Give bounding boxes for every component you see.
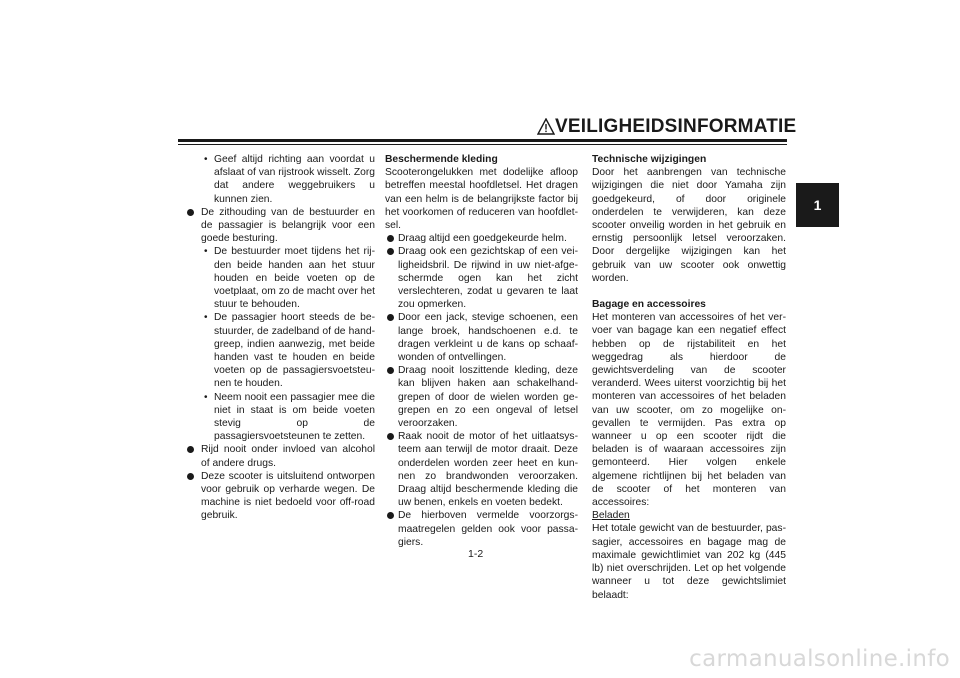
column-1 [201,153,375,523]
list-item: Deze scooter is uitsluitend ontworpen voor gebruik op verharde wegen. De machine is niet bedoeld voor off-road gebruik. [201,470,375,523]
warning-triangle-icon [537,118,555,136]
section-paragraph: Door het aanbrengen van technische wijzigingen die niet door Yamaha zijn goedgekeurd, of door originele onderdelen te verwijderen, kan deze scooter onveilig worden in het gebruik en ernstig persoonlijk letsel veroorzaken. Door dergelijke wijzigingen kan het gebruik van uw scooter ook onwettig worden. [592,167,786,284]
list-item: Draag altijd een goedgekeurde helm. [385,232,578,245]
list-item: De zithouding van de bestuurder en de passagier is belangrijk voor een goede besturing. [201,206,375,246]
subheading: Beladen [592,510,630,522]
section-heading: Beschermende kleding [385,154,498,165]
bullet-dot-icon [187,473,194,480]
list-item: • De passagier hoort steeds de bestuurder, de zadelband of de handgreep, indien aanwezig, met beide handen vast te houden en beide voeten op de passagiersvoetsteunen te houden. [204,312,375,390]
bullet-dot-icon [387,367,394,374]
page-number: 1-2 [468,548,484,560]
header-rule [178,139,787,142]
bullet-dot-icon [387,235,394,242]
list-item: Door een jack, stevige schoenen, een lange broek, handschoenen e.d. te dragen verkleint u de kans op schaafwonden of ontvellingen. [385,311,578,364]
list-item: • De bestuurder moet tijdens het rijden beide handen aan het stuur houden en beide voeten op de voetplaat, om zo de macht over het stuur te behouden. [204,246,375,311]
list-item: Draag ook een gezichtskap of een veiligheidsbril. De rijwind in uw niet-afgeschermde ogen kan het zicht verslechteren, zodat u gevaren te laat zou opmerken. [385,245,578,311]
bullet-dot-icon [187,446,194,453]
section-heading: Bagage en accessoires [592,299,706,311]
header-rule-thin [178,144,787,145]
column-3 [592,153,786,602]
section-paragraph: Het monteren van accessoires of het vervoer van bagage kan een negatief effect hebben op de rijstabiliteit en het weggedrag als hierdoor de gewichtsverdeling van de scooter veranderd. Wees uiterst voorzichtig bij het monteren van accessoires of het beladen van uw scooter, om zo mogelijke ongevallen te vermijden. Pas extra op wanneer u op een scooter rijdt die beladen is of waaraan accessoires zijn gemonteerd. Hier volgen enkele algemene richtlijnen bij het beladen van de scooter of het monteren van accessoires: [592,312,786,509]
list-item: Raak nooit de motor of het uitlaatsysteem aan terwijl de motor draait. Deze onderdelen worden zeer heet en kunnen zo brandwonden veroorzaken. Draag altijd beschermende kleding die uw benen, enkels en voeten bedekt. [385,430,578,509]
list-item: • Neem nooit een passagier mee die niet in staat is om beide voeten stevig op de passagiersvoetsteunen te zetten. [204,391,375,443]
column-2 [385,153,578,549]
watermark: carmanualsonline.info [689,646,950,672]
bullet-icon: • [204,391,208,403]
bullet-dot-icon [387,512,394,519]
list-item: • Geef altijd richting aan voordat u afslaat of van rijstrook wisselt. Zorg dat andere weggebruikers u kunnen zien. [204,154,375,205]
bullet-dot-icon [387,433,394,440]
section-heading: Technische wijzigingen [592,154,707,165]
section-intro: Scooterongelukken met dodelijke afloop betreffen meestal hoofdletsel. Het dragen van een helm is de belangrijkste factor bij het voorkomen of reduceren van hoofdletsel. [385,167,578,232]
bullet-dot-icon [387,248,394,255]
list-item: De hierboven vermelde voorzorgsmaatregelen gelden ook voor passagiers. [385,509,578,549]
chapter-tab: 1 [796,183,839,227]
bullet-dot-icon [387,314,394,321]
bullet-icon: • [204,154,208,165]
bullet-icon: • [204,312,208,324]
bullet-dot-icon [187,209,194,216]
section-paragraph: Het totale gewicht van de bestuurder, passagier, accessoires en bagage mag de maximale gewichtlimiet van 202 kg (445 lb) niet overschrijden. Let op het volgende wanneer u tot deze gewichtslimiet belaadt: [592,523,786,601]
page-title: VEILIGHEIDSINFORMATIE [555,116,797,137]
list-item: Draag nooit loszittende kleding, deze kan blijven haken aan schakelhandgrepen of door de wielen worden gegrepen en zo een ongeval of letsel veroorzaken. [385,364,578,430]
list-item: Rijd nooit onder invloed van alcohol of andere drugs. [201,443,375,469]
bullet-icon: • [204,246,208,258]
